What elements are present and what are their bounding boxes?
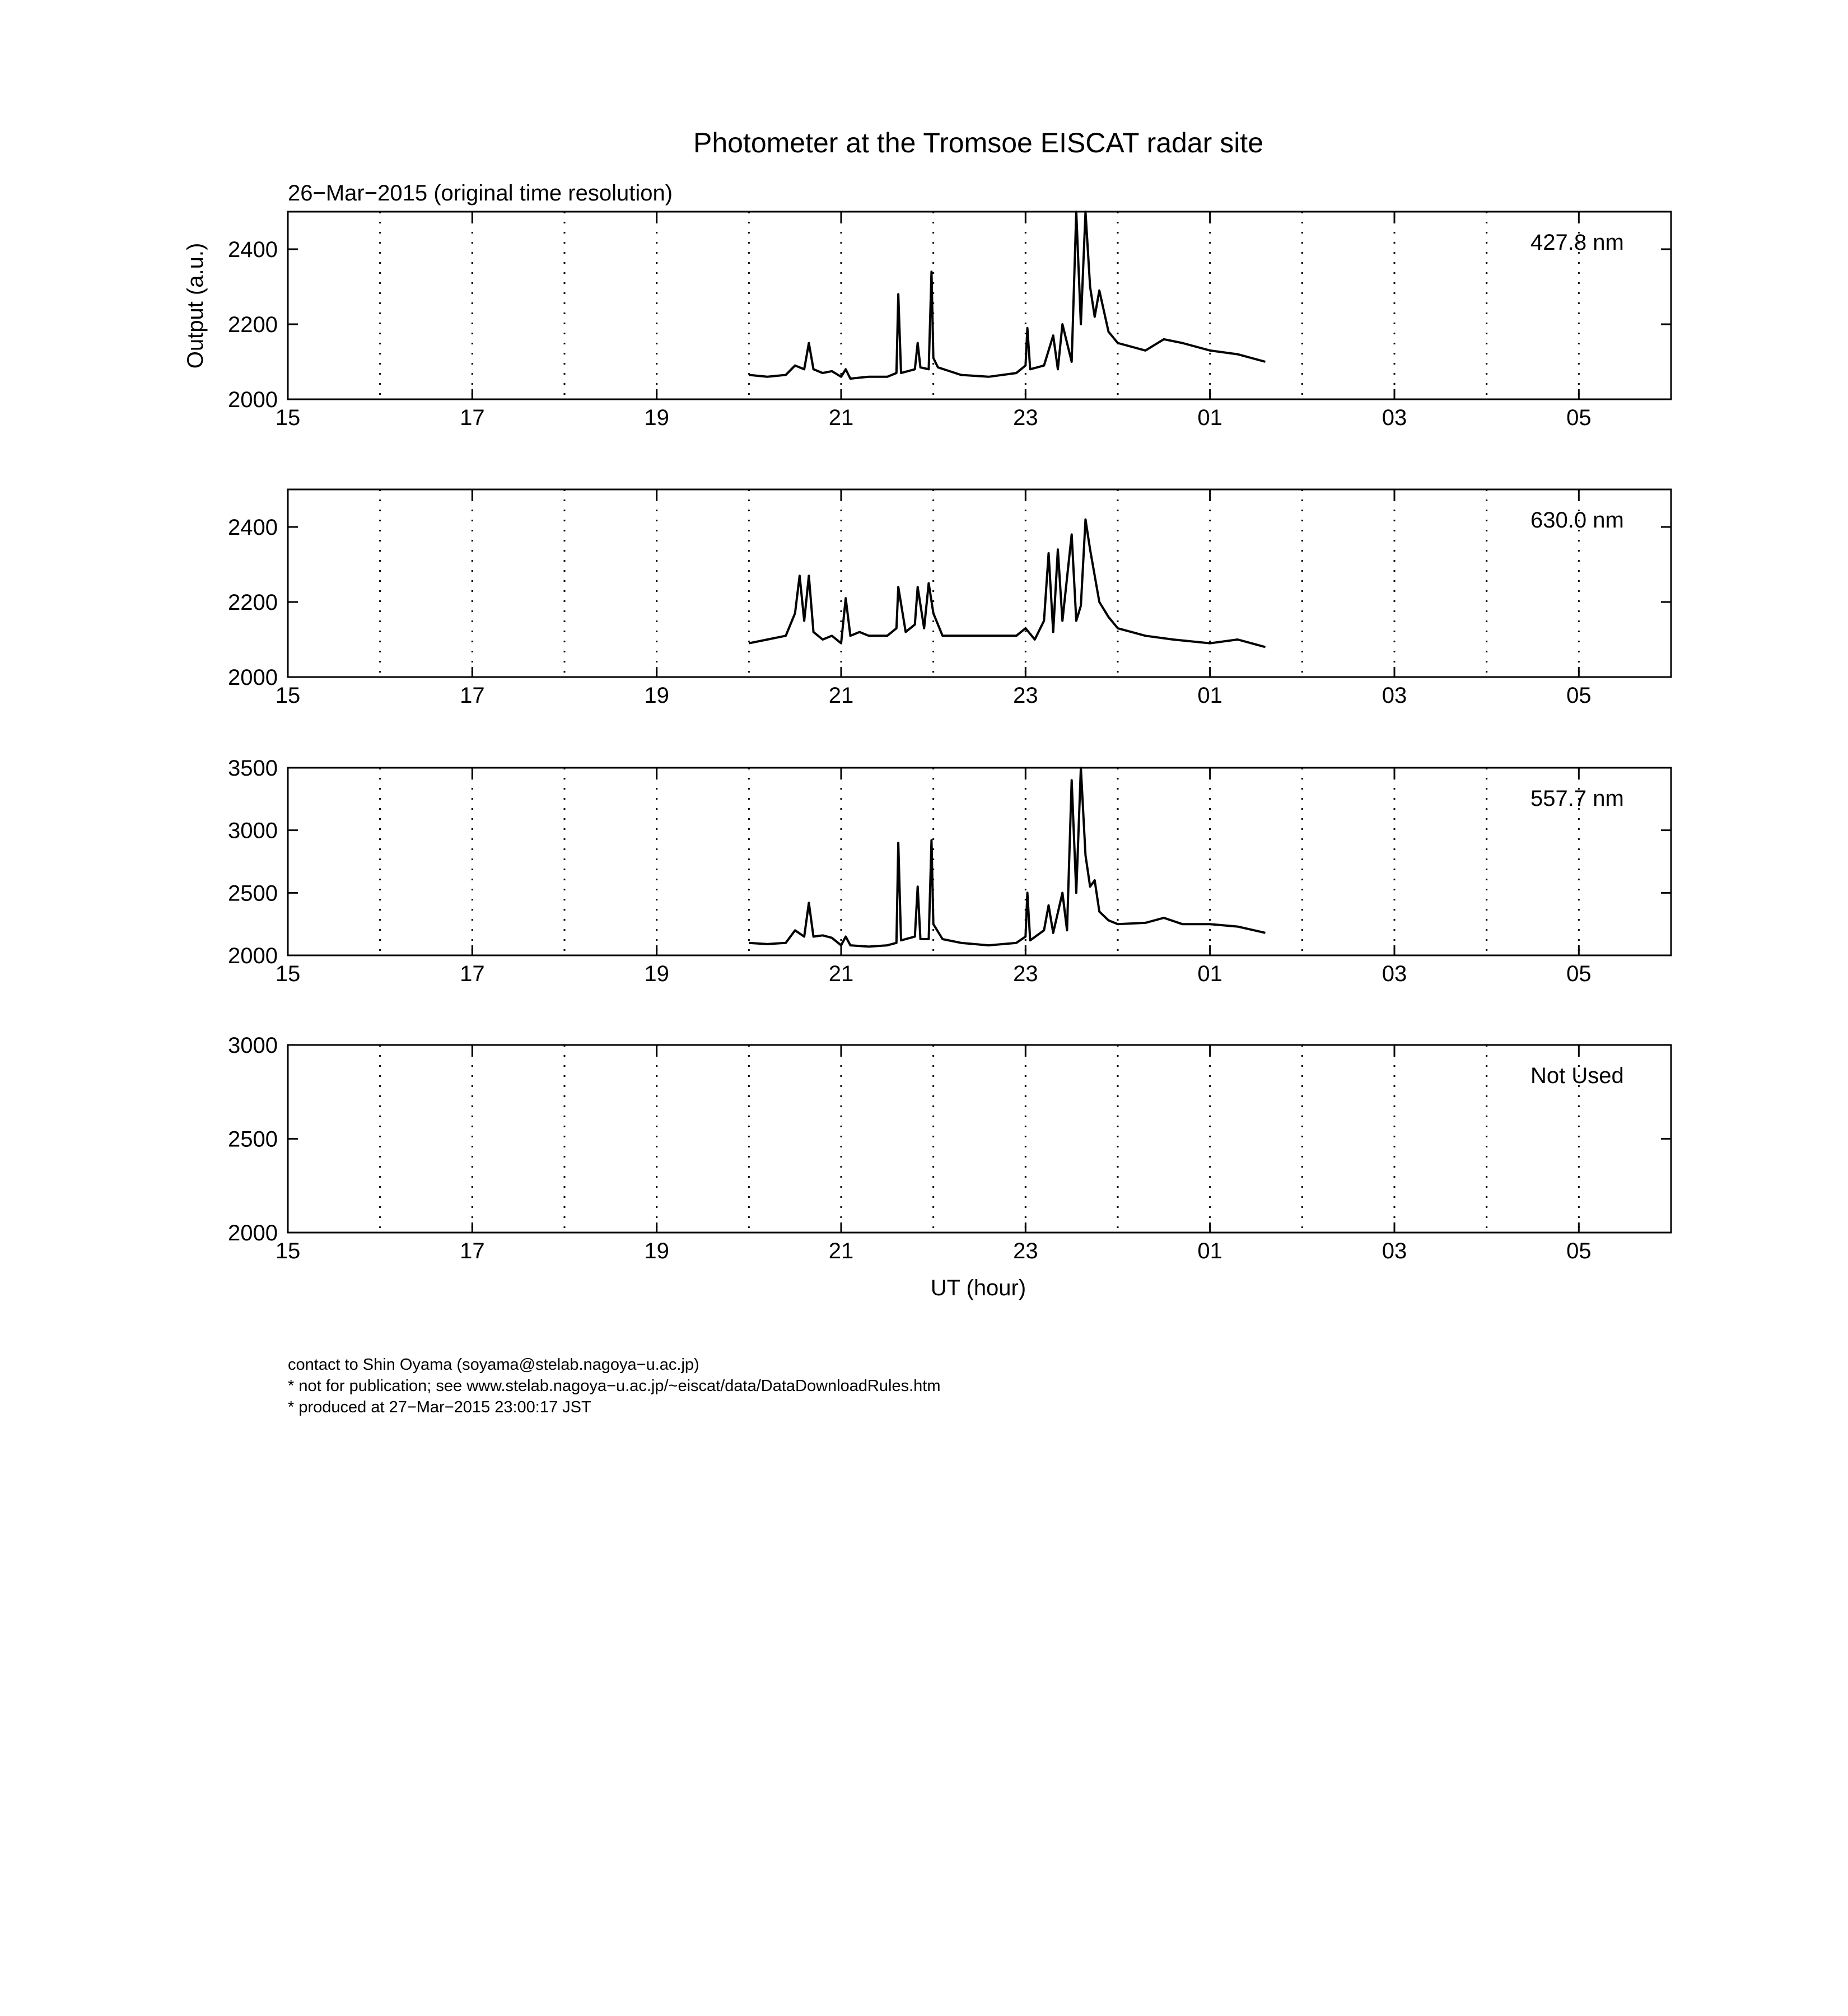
x-tick-label: 01 [1197,962,1222,986]
y-tick-label: 2200 [228,312,278,337]
y-tick-label: 2500 [228,881,278,906]
channel-label: Not Used [1530,1063,1624,1088]
axes-frame [288,768,1671,955]
y-tick-label: 2200 [228,590,278,615]
footer-produced: * produced at 27−Mar−2015 23:00:17 JST [288,1398,591,1416]
x-tick-label: 19 [644,962,669,986]
x-tick-label: 05 [1566,405,1592,430]
x-tick-label: 05 [1566,683,1592,708]
x-tick-label: 21 [828,405,854,430]
y-tick-label: 3000 [228,818,278,843]
figure-subtitle: 26−Mar−2015 (original time resolution) [288,181,673,206]
x-tick-label: 17 [460,962,485,986]
panel-557-7-nm [228,756,1671,986]
x-tick-label: 19 [644,1239,669,1263]
panel-427-8-nm [228,212,1671,430]
axes-frame [288,489,1671,677]
axes-frame [288,1045,1671,1233]
y-tick-label: 2000 [228,665,278,690]
x-tick-label: 03 [1382,962,1407,986]
channel-label: 557.7 nm [1530,786,1624,811]
y-tick-label: 3500 [228,756,278,781]
y-axis-label: Output (a.u.) [183,242,208,369]
x-tick-label: 03 [1382,683,1407,708]
x-tick-label: 05 [1566,1239,1592,1263]
x-tick-label: 03 [1382,405,1407,430]
x-tick-label: 23 [1013,1239,1038,1263]
x-tick-label: 19 [644,405,669,430]
x-tick-label: 21 [828,683,854,708]
panel-not-used [228,1033,1671,1263]
x-tick-label: 15 [275,405,301,430]
x-tick-label: 19 [644,683,669,708]
x-tick-label: 23 [1013,962,1038,986]
x-tick-label: 15 [275,683,301,708]
y-tick-label: 2000 [228,944,278,968]
y-tick-label: 2500 [228,1127,278,1152]
y-tick-label: 2400 [228,237,278,262]
channel-label: 630.0 nm [1530,508,1624,533]
x-tick-label: 23 [1013,683,1038,708]
x-tick-label: 01 [1197,683,1222,708]
x-tick-label: 21 [828,1239,854,1263]
y-tick-label: 3000 [228,1033,278,1058]
x-axis-label: UT (hour) [930,1276,1026,1300]
axes-frame [288,212,1671,399]
footer-rules: * not for publication; see www.stelab.nagoya−u.ac.jp/~eiscat/data/DataDownloadRules.htm [288,1377,941,1395]
x-tick-label: 23 [1013,405,1038,430]
x-tick-label: 17 [460,405,485,430]
panels [228,212,1671,1263]
y-tick-label: 2400 [228,515,278,540]
figure-title: Photometer at the Tromsoe EISCAT radar site [693,127,1264,158]
y-tick-label: 2000 [228,1221,278,1245]
x-tick-label: 01 [1197,1239,1222,1263]
x-tick-label: 01 [1197,405,1222,430]
x-tick-label: 15 [275,962,301,986]
x-tick-label: 05 [1566,962,1592,986]
x-tick-label: 21 [828,962,854,986]
x-tick-label: 03 [1382,1239,1407,1263]
series-line-427-8-nm [749,212,1265,379]
panel-630-0-nm [228,489,1671,708]
x-tick-label: 17 [460,683,485,708]
series-line-630-0-nm [749,520,1265,647]
x-tick-label: 17 [460,1239,485,1263]
series-line-557-7-nm [749,768,1265,946]
x-tick-label: 15 [275,1239,301,1263]
y-tick-label: 2000 [228,388,278,412]
footer-contact: contact to Shin Oyama (soyama@stelab.nagoya−u.ac.jp) [288,1356,699,1374]
channel-label: 427.8 nm [1530,230,1624,255]
